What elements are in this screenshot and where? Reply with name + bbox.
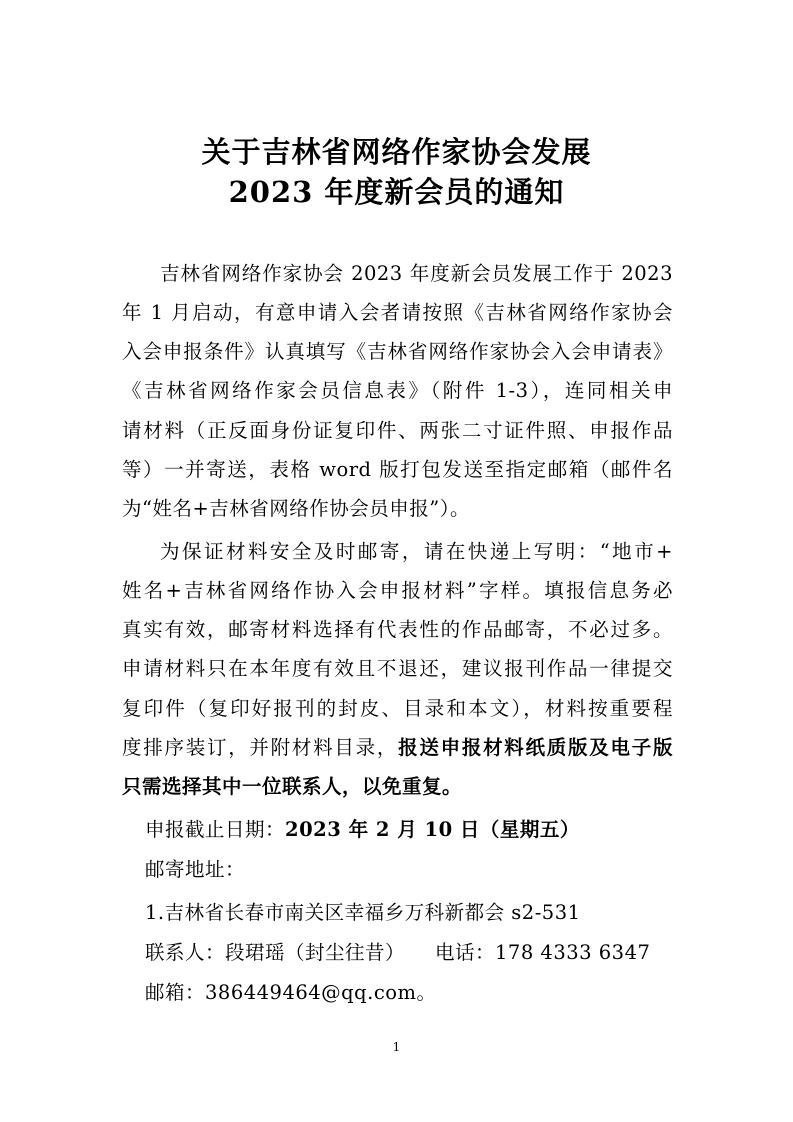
para2-line-3: 真实有效，邮寄材料选择有代表性的作品邮寄，不必过多。 <box>122 618 673 641</box>
para1-line-5: 请材料（正反面身份证复印件、两张二寸证件照、申报作品 <box>122 419 673 442</box>
para2-line-2: 姓名+吉林省网络作协入会申报材料”字样。填报信息务必 <box>122 579 673 602</box>
para2-line-1: 为保证材料安全及时邮寄，请在快递上写明：“地市+ <box>160 540 673 563</box>
deadline-label: 申报截止日期： <box>145 818 286 841</box>
mail-label: 邮寄地址： <box>145 858 246 881</box>
contact-line <box>145 938 650 968</box>
para1-line-6: 等）一并寄送，表格 word 版打包发送至指定邮箱（邮件名 <box>122 458 673 481</box>
para1-line-1: 吉林省网络作家协会 2023 年度新会员发展工作于 2023 <box>160 262 673 285</box>
deadline-value: 2023 年 2 月 10 日（星期五） <box>285 818 580 841</box>
para1-line-4: 《吉林省网络作家会员信息表》（附件 1-3），连同相关申 <box>122 379 673 402</box>
title-line-1: 关于吉林省网络作家协会发展 <box>201 135 592 169</box>
para1-line-3: 入会申报条件》认真填写《吉林省网络作家协会入会申请表》 <box>122 340 673 363</box>
para1-line-7: 为“姓名+吉林省网络作协会员申报”）。 <box>122 497 471 520</box>
contact-person: 联系人：段珺瑶（封尘往昔） <box>145 941 406 964</box>
para2-line-6-bold: 报送申报材料纸质版及电子版 <box>398 736 673 759</box>
para2-line-7 <box>122 772 673 802</box>
address-line: 1.吉林省长春市南关区幸福乡万科新都会 s2-531 <box>145 901 581 924</box>
para2-line-4: 申请材料只在本年度有效且不退还，建议报刊作品一律提交 <box>122 657 673 680</box>
title-line-2: 2023 年度新会员的通知 <box>228 175 565 209</box>
para2-line-7-bold: 只需选择其中一位联系人，以免重复。 <box>122 775 463 798</box>
page-number: 1 <box>392 1040 401 1054</box>
deadline-line <box>145 815 580 845</box>
para1-line-2: 年 1 月启动，有意申请入会者请按照《吉林省网络作家协会 <box>122 301 673 324</box>
para2-line-5: 复印件（复印好报刊的封皮、目录和本文），材料按重要程 <box>122 697 673 720</box>
para2-line-6 <box>122 733 673 763</box>
email-line: 邮箱：386449464@qq.com。 <box>145 981 437 1004</box>
para2-line-6-normal: 度排序装订，并附材料目录， <box>122 736 399 759</box>
contact-phone: 电话：178 4333 6347 <box>435 941 651 964</box>
